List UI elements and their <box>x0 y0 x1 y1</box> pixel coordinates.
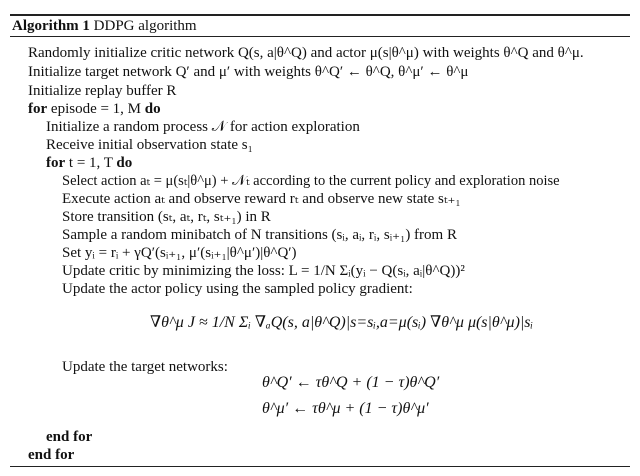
for-keyword: for <box>46 155 66 171</box>
line-end-outer-for: end for <box>28 447 75 463</box>
line-update-critic: Update critic by minimizing the loss: L = 1/N Σᵢ(yᵢ − Q(sᵢ, aᵢ|θ^Q))² <box>62 263 465 279</box>
do-keyword: do <box>116 155 133 171</box>
line-init-buffer: Initialize replay buffer R <box>28 83 177 99</box>
caption-rule <box>10 36 630 37</box>
algorithm-name: DDPG algorithm <box>93 18 197 34</box>
line-update-targets: Update the target networks: <box>62 359 228 375</box>
equation-policy-gradient: ∇θ^μ J ≈ 1/N Σᵢ ∇ₐQ(s, a|θ^Q)|s=sᵢ,a=μ(sᵢ) ∇θ^μ μ(s|θ^μ)|sᵢ <box>150 314 534 331</box>
equation-target-actor: θ^μ′ ← τθ^μ + (1 − τ)θ^μ′ <box>262 400 429 417</box>
line-sample-minibatch: Sample a random minibatch of N transitions (sᵢ, aᵢ, rᵢ, sᵢ₊₁) from R <box>62 227 457 243</box>
line-init-target: Initialize target network Q′ and μ′ with weights θ^Q′ ← θ^Q, θ^μ′ ← θ^μ <box>28 64 469 80</box>
equation-target-critic: θ^Q′ ← τθ^Q + (1 − τ)θ^Q′ <box>262 374 440 391</box>
step-range: t = 1, T <box>68 155 113 171</box>
line-update-actor: Update the actor policy using the sampled policy gradient: <box>62 281 413 297</box>
line-store-transition: Store transition (sₜ, aₜ, rₜ, sₜ₊₁) in R <box>62 209 271 225</box>
bottom-rule <box>10 466 630 467</box>
line-for-episode <box>28 100 161 118</box>
line-for-step <box>46 154 132 172</box>
line-init-process: Initialize a random process 𝒩 for action exploration <box>46 119 360 135</box>
algorithm-label: Algorithm 1 <box>12 18 90 34</box>
do-keyword: do <box>144 101 161 117</box>
line-set-target: Set yᵢ = rᵢ + γQ′(sᵢ₊₁, μ′(sᵢ₊₁|θ^μ′)|θ^Q′) <box>62 245 297 261</box>
algorithm-caption <box>12 17 197 35</box>
episode-range: episode = 1, M <box>50 101 142 117</box>
line-execute-action: Execute action aₜ and observe reward rₜ and observe new state sₜ₊₁ <box>62 191 461 207</box>
top-rule <box>10 14 630 16</box>
for-keyword: for <box>28 101 48 117</box>
line-receive-state: Receive initial observation state s₁ <box>46 137 253 153</box>
line-select-action: Select action aₜ = μ(sₜ|θ^μ) + 𝒩ₜ according to the current policy and exploration noise <box>62 173 560 189</box>
line-end-inner-for: end for <box>46 429 93 445</box>
line-init-networks: Randomly initialize critic network Q(s, a|θ^Q) and actor μ(s|θ^μ) with weights θ^Q and θ^μ. <box>28 45 584 61</box>
